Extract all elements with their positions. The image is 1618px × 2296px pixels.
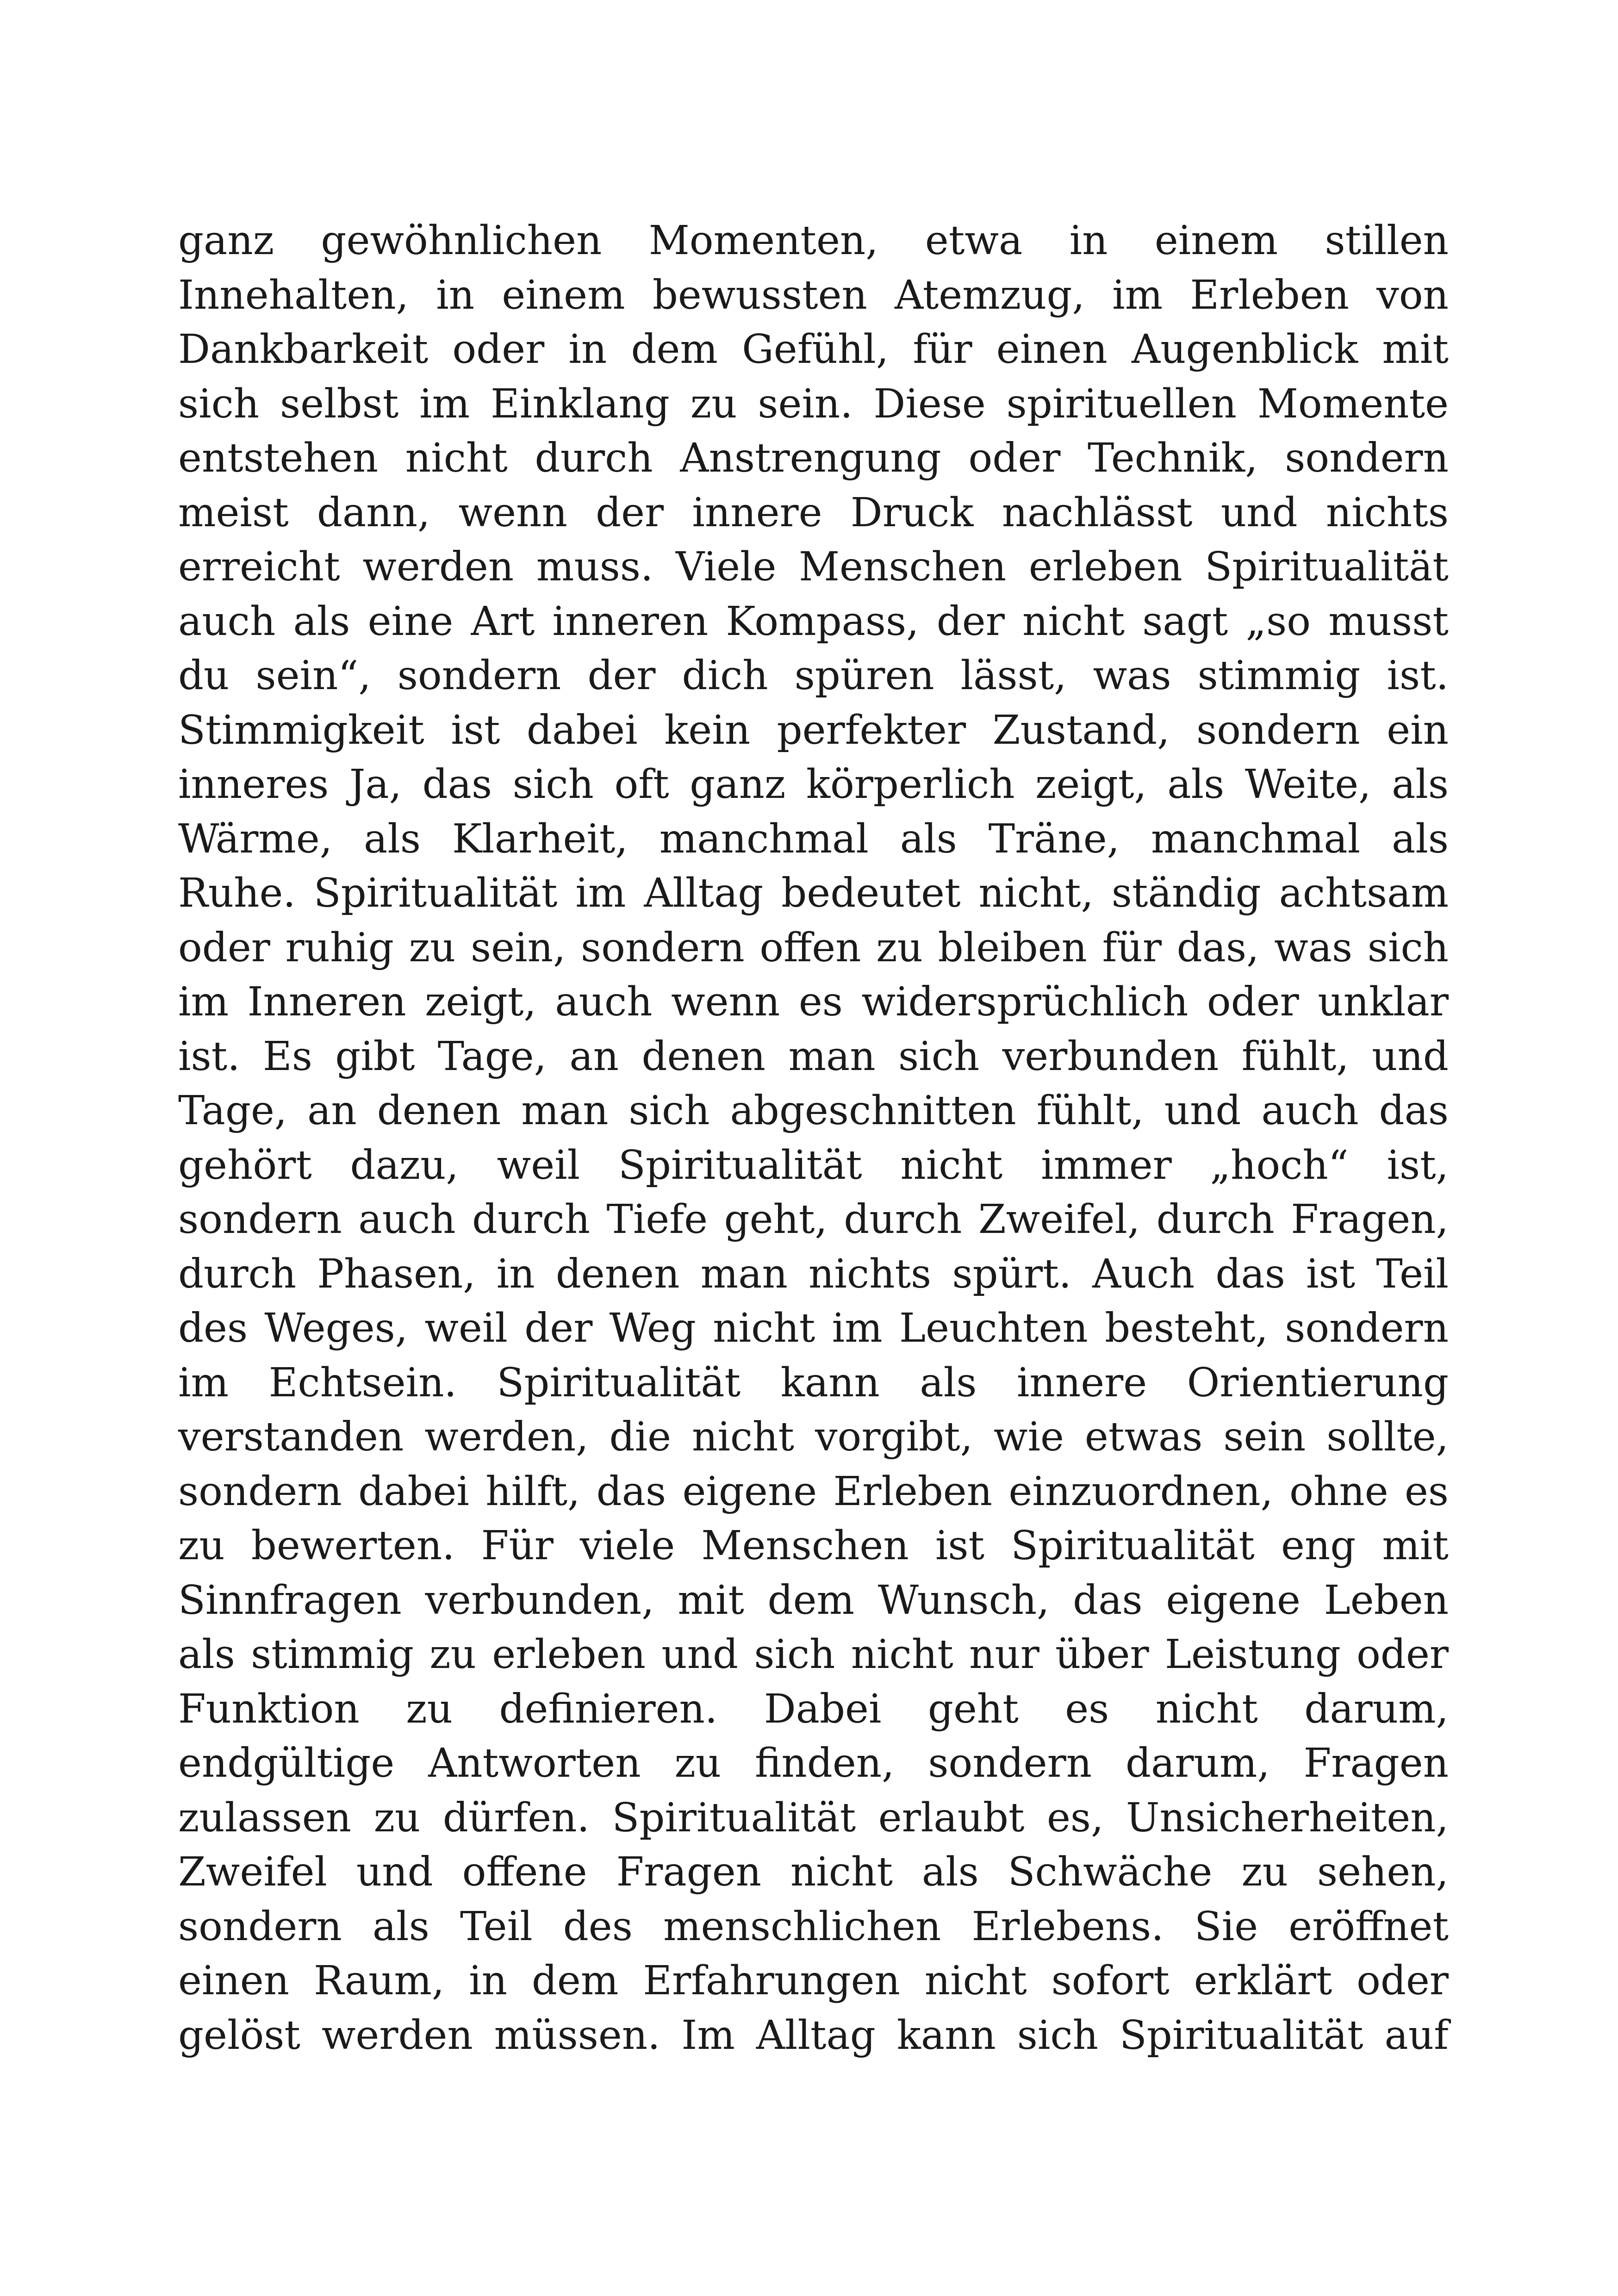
text-line: Tage, an denen man sich abgeschnitten fühlt, und auch das bbox=[178, 1088, 1449, 1134]
text-line: als stimmig zu erleben und sich nicht nur über Leistung oder bbox=[178, 1631, 1449, 1678]
text-line: sondern auch durch Tiefe geht, durch Zweifel, durch Fragen, bbox=[178, 1196, 1449, 1243]
text-line: ist. Es gibt Tage, an denen man sich verbunden fühlt, und bbox=[178, 1033, 1449, 1080]
text-line: im Inneren zeigt, auch wenn es widersprüchlich oder unklar bbox=[178, 979, 1449, 1025]
text-line: auch als eine Art inneren Kompass, der nicht sagt „so musst bbox=[178, 598, 1449, 645]
text-line: meist dann, wenn der innere Druck nachlässt und nichts bbox=[178, 489, 1449, 536]
text-line: du sein“, sondern der dich spüren lässt, was stimmig ist. bbox=[178, 653, 1449, 699]
text-line: Wärme, als Klarheit, manchmal als Träne, manchmal als bbox=[178, 815, 1449, 862]
text-line: sondern dabei hilft, das eigene Erleben einzuordnen, ohne es bbox=[178, 1468, 1449, 1515]
text-line: inneres Ja, das sich oft ganz körperlich zeigt, als Weite, als bbox=[178, 761, 1449, 808]
text-line: gehört dazu, weil Spiritualität nicht immer „hoch“ ist, bbox=[178, 1142, 1449, 1188]
body-text bbox=[178, 214, 1449, 2063]
text-line: Zweifel und offene Fragen nicht als Schwäche zu sehen, bbox=[178, 1849, 1449, 1895]
text-line: verstanden werden, die nicht vorgibt, wie etwas sein sollte, bbox=[178, 1414, 1449, 1460]
text-line: Innehalten, in einem bewussten Atemzug, im Erleben von bbox=[178, 272, 1449, 318]
text-line: Funktion zu definieren. Dabei geht es nicht darum, bbox=[178, 1686, 1449, 1732]
text-line: Dankbarkeit oder in dem Gefühl, für einen Augenblick mit bbox=[178, 326, 1449, 373]
text-line: Sinnfragen verbunden, mit dem Wunsch, das eigene Leben bbox=[178, 1577, 1449, 1624]
text-line: des Weges, weil der Weg nicht im Leuchten besteht, sondern bbox=[178, 1305, 1449, 1351]
text-line: einen Raum, in dem Erfahrungen nicht sofort erklärt oder bbox=[178, 1958, 1449, 2004]
text-line: Ruhe. Spiritualität im Alltag bedeutet nicht, ständig achtsam bbox=[178, 870, 1449, 916]
text-line: erreicht werden muss. Viele Menschen erleben Spiritualität bbox=[178, 544, 1449, 590]
text-line: sich selbst im Einklang zu sein. Diese spirituellen Momente bbox=[178, 380, 1449, 427]
text-line: Stimmigkeit ist dabei kein perfekter Zustand, sondern ein bbox=[178, 707, 1449, 753]
text-line: ganz gewöhnlichen Momenten, etwa in einem stillen bbox=[178, 218, 1449, 264]
text-line: zulassen zu dürfen. Spiritualität erlaubt es, Unsicherheiten, bbox=[178, 1794, 1449, 1841]
text-line: endgültige Antworten zu finden, sondern darum, Fragen bbox=[178, 1740, 1449, 1786]
text-line: oder ruhig zu sein, sondern offen zu bleiben für das, was sich bbox=[178, 924, 1449, 971]
text-line: durch Phasen, in denen man nichts spürt. Auch das ist Teil bbox=[178, 1251, 1449, 1297]
text-line: zu bewerten. Für viele Menschen ist Spiritualität eng mit bbox=[178, 1523, 1449, 1569]
text-line: gelöst werden müssen. Im Alltag kann sich Spiritualität auf bbox=[178, 2012, 1449, 2059]
text-line: im Echtsein. Spiritualität kann als innere Orientierung bbox=[178, 1359, 1449, 1406]
text-line: entstehen nicht durch Anstrengung oder Technik, sondern bbox=[178, 435, 1449, 481]
text-line: sondern als Teil des menschlichen Erlebens. Sie eröffnet bbox=[178, 1903, 1449, 1950]
